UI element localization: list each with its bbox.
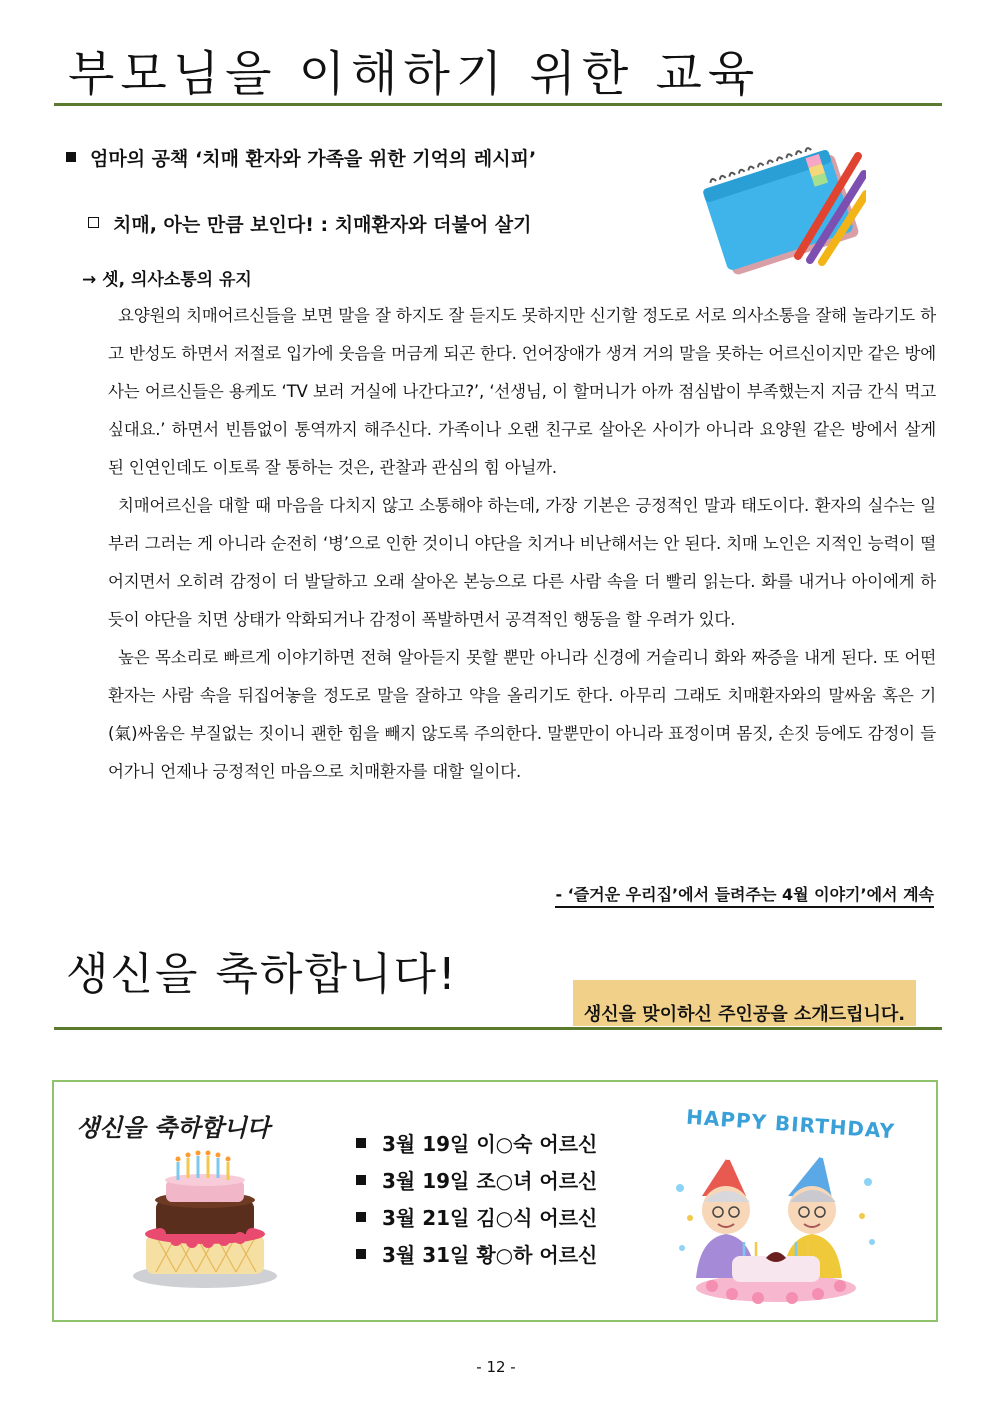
page-number: - 12 - bbox=[476, 1358, 516, 1376]
title-divider bbox=[54, 103, 942, 106]
section-subheading-text: 치매, 아는 만큼 보인다! : 치매환자와 더불어 살기 bbox=[113, 214, 532, 236]
birthday-list-item bbox=[356, 1128, 597, 1165]
article-body bbox=[108, 297, 936, 791]
birthday-list-item bbox=[356, 1239, 597, 1276]
section-subheading bbox=[88, 210, 532, 237]
birthday-entry: 3월 19일 조○녀 어르신 bbox=[382, 1169, 598, 1193]
page-title: 부모님을 이해하기 위한 교육 bbox=[68, 46, 761, 102]
birthday-intro: 생신을 맞이하신 주인공을 소개드립니다. bbox=[573, 980, 916, 1026]
birthday-divider bbox=[54, 1027, 942, 1030]
square-bullet-icon bbox=[356, 1138, 366, 1148]
square-bullet-icon bbox=[356, 1212, 366, 1222]
article-paragraph: 높은 목소리로 빠르게 이야기하면 전혀 알아듣지 못할 뿐만 아니라 신경에 거슬리니 화와 짜증을 내게 된다. 또 어떤 환자는 사람 속을 뒤집어놓을 정도로 말을 잘하고 약을 올리기도 한다. 아무리 그래도 치매환자와의 말싸움 혹은 기(氣)싸움은 부질없는 짓이니 괜한 힘을 빼지 않도록 주의한다. 말뿐만이 아니라 표정이며 몸짓, 손짓 등에도 감정이 들어가니 언제나 긍정적인 마음으로 치매환자를 대할 일이다. bbox=[108, 648, 936, 781]
birthday-cake-icon bbox=[130, 1150, 280, 1290]
hollow-square-bullet-icon bbox=[88, 217, 99, 228]
notebook-pencils-illustration bbox=[698, 138, 866, 280]
square-bullet-icon bbox=[356, 1175, 366, 1185]
section-heading-text: 엄마의 공책 ‘치매 환자와 가족을 위한 기억의 레시피’ bbox=[90, 148, 537, 170]
source-note: - ‘즐거운 우리집’에서 들려주는 4월 이야기’에서 계속 bbox=[555, 882, 934, 908]
birthday-entry: 3월 31일 황○하 어르신 bbox=[382, 1243, 598, 1267]
section-point: → 셋, 의사소통의 유지 bbox=[82, 270, 252, 290]
article-paragraph: 요양원의 치매어르신들을 보면 말을 잘 하지도 잘 듣지도 못하지만 신기할 정도로 서로 의사소통을 잘해 놀라기도 하고 반성도 하면서 저절로 입가에 웃음을 머금게 되곤 한다. 언어장애가 생겨 거의 말을 못하는 어르신이지만 같은 방에 사는 어르신들은 용케도 ‘TV 보러 거실에 나간다고?’, ‘선생님, 이 할머니가 아까 점심밥이 부족했는지 지금 간식 먹고 싶대요.’ 하면서 빈틈없이 통역까지 해주신다. 가족이나 오랜 친구로 살아온 사이가 아니라 요양원 같은 방에서 살게 된 인연인데도 이토록 잘 통하는 것은, 관찰과 관심의 힘 아닐까. bbox=[108, 306, 936, 477]
square-bullet-icon bbox=[356, 1249, 366, 1259]
elderly-couple-illustration bbox=[662, 1138, 890, 1306]
square-bullet-icon bbox=[66, 152, 76, 162]
birthday-list bbox=[356, 1128, 597, 1276]
birthday-title: 생신을 축하합니다! bbox=[66, 949, 458, 1000]
birthday-list-item bbox=[356, 1202, 597, 1239]
article-paragraph: 치매어르신을 대할 때 마음을 다치지 않고 소통해야 하는데, 가장 기본은 긍정적인 말과 태도이다. 환자의 실수는 일부러 그러는 게 아니라 순전히 ‘병’으로 인한 것이니 야단을 치거나 비난해서는 안 된다. 치매 노인은 지적인 능력이 떨어지면서 오히려 감정이 더 발달하고 오래 살아온 본능으로 다른 사람 속을 더 빨리 읽는다. 화를 내거나 아이에게 하듯이 야단을 치면 상태가 악화되거나 감정이 폭발하면서 공격적인 행동을 할 우려가 있다. bbox=[108, 496, 936, 629]
birthday-list-item bbox=[356, 1165, 597, 1202]
happy-birthday-text: HAPPY BIRTHDAY bbox=[685, 1104, 896, 1144]
section-heading bbox=[66, 144, 536, 171]
cake-caption: 생신을 축하합니다 bbox=[76, 1113, 270, 1142]
birthday-entry: 3월 19일 이○숙 어르신 bbox=[382, 1132, 598, 1156]
birthday-entry: 3월 21일 김○식 어르신 bbox=[382, 1206, 598, 1230]
